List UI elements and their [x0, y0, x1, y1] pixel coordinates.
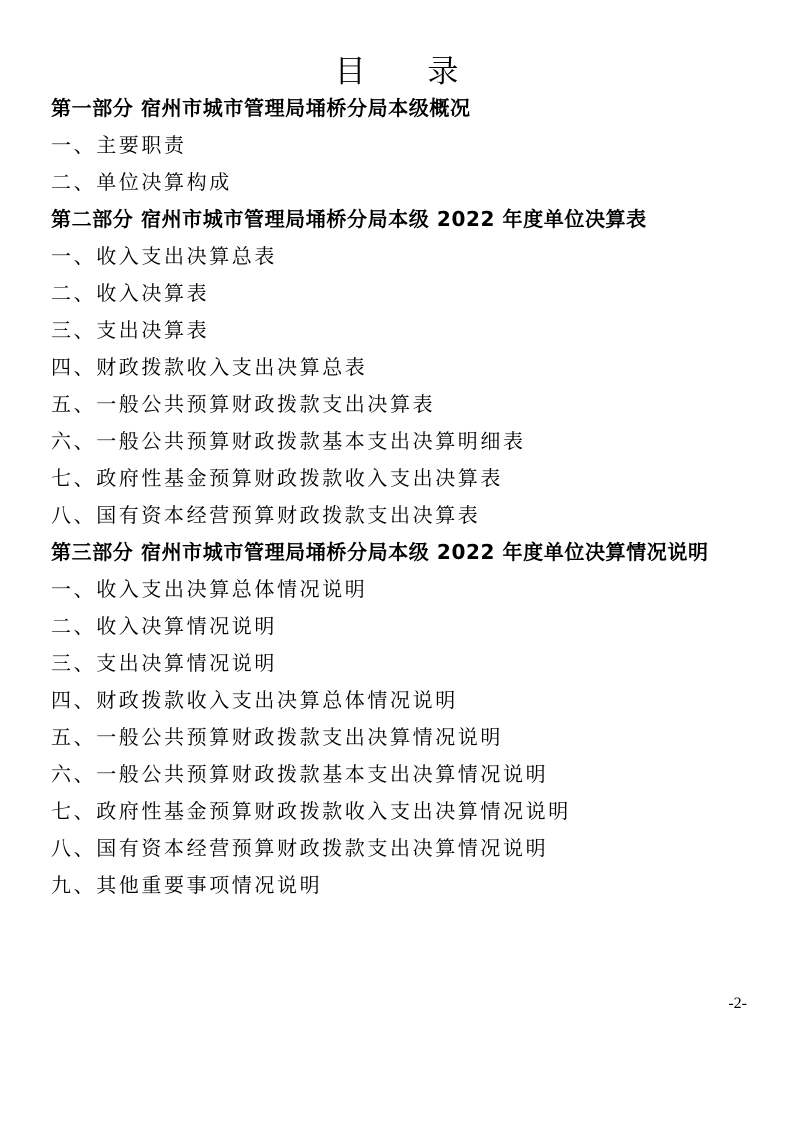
page-title: 目 录: [334, 54, 485, 90]
toc-item: 七、政府性基金预算财政拨款收入支出决算情况说明: [51, 799, 571, 823]
table-of-contents: [51, 90, 761, 904]
toc-item: 六、一般公共预算财政拨款基本支出决算情况说明: [51, 762, 549, 786]
part1-heading: 第一部分 宿州市城市管理局埇桥分局本级概况: [51, 96, 471, 120]
toc-item: 五、一般公共预算财政拨款支出决算情况说明: [51, 725, 503, 749]
toc-item: 七、政府性基金预算财政拨款收入支出决算表: [51, 466, 503, 490]
toc-item: 九、其他重要事项情况说明: [51, 873, 323, 897]
toc-item: 三、支出决算表: [51, 318, 210, 342]
toc-item: 一、主要职责: [51, 133, 187, 157]
toc-item: 三、支出决算情况说明: [51, 651, 277, 675]
toc-item: 四、财政拨款收入支出决算总表: [51, 355, 368, 379]
toc-item: 二、收入决算表: [51, 281, 210, 305]
toc-item: 八、国有资本经营预算财政拨款支出决算情况说明: [51, 836, 549, 860]
page-number: -2-: [728, 995, 747, 1012]
toc-item: 六、一般公共预算财政拨款基本支出决算明细表: [51, 429, 526, 453]
toc-item: 一、收入支出决算总体情况说明: [51, 577, 368, 601]
toc-item: 二、收入决算情况说明: [51, 614, 277, 638]
part3-heading: 第三部分 宿州市城市管理局埇桥分局本级 2022 年度单位决算情况说明: [51, 540, 709, 564]
part2-heading: 第二部分 宿州市城市管理局埇桥分局本级 2022 年度单位决算表: [51, 207, 647, 231]
toc-item: 一、收入支出决算总表: [51, 244, 277, 268]
toc-item: 四、财政拨款收入支出决算总体情况说明: [51, 688, 458, 712]
toc-item: 二、单位决算构成: [51, 170, 232, 194]
toc-item: 五、一般公共预算财政拨款支出决算表: [51, 392, 436, 416]
toc-item: 八、国有资本经营预算财政拨款支出决算表: [51, 503, 481, 527]
